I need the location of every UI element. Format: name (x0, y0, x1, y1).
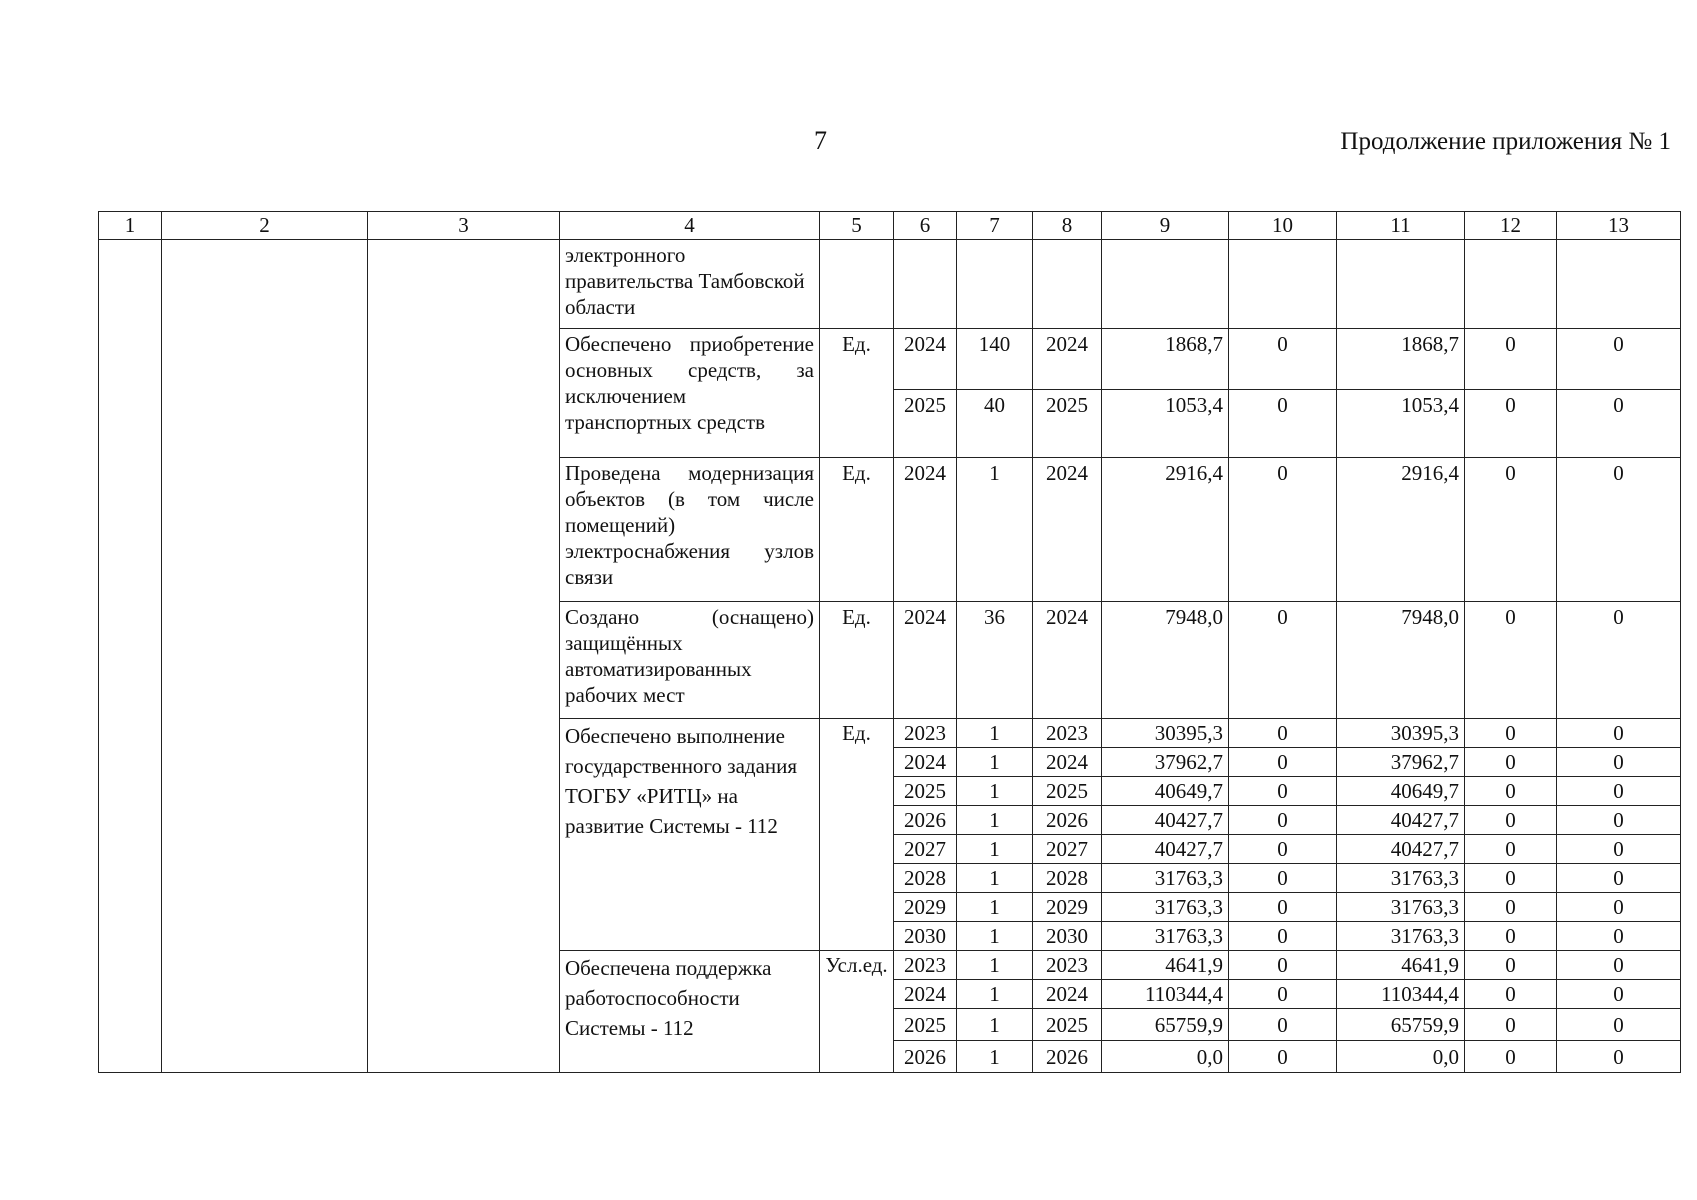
year-fin-cell: 2027 (1033, 835, 1102, 864)
year-fin-cell: 2025 (1033, 1009, 1102, 1041)
header-col-1: 1 (99, 212, 162, 240)
year-fin-cell: 2026 (1033, 1041, 1102, 1073)
quantity-cell: 1 (957, 719, 1033, 748)
quantity-cell: 1 (957, 835, 1033, 864)
other-cell: 0 (1557, 602, 1681, 719)
quantity-cell: 1 (957, 980, 1033, 1009)
federal-cell: 0 (1229, 806, 1337, 835)
year-plan-cell: 2024 (894, 329, 957, 390)
quantity-cell: 1 (957, 458, 1033, 602)
total-cell: 1868,7 (1102, 329, 1229, 390)
total-cell: 7948,0 (1102, 602, 1229, 719)
quantity-cell: 36 (957, 602, 1033, 719)
total-cell: 31763,3 (1102, 864, 1229, 893)
federal-cell: 0 (1229, 835, 1337, 864)
municipal-cell: 0 (1465, 864, 1557, 893)
federal-cell: 0 (1229, 980, 1337, 1009)
federal-cell: 0 (1229, 893, 1337, 922)
federal-cell: 0 (1229, 864, 1337, 893)
year-fin-cell: 2028 (1033, 864, 1102, 893)
federal-cell: 0 (1229, 1041, 1337, 1073)
regional-cell: 1868,7 (1337, 329, 1465, 390)
regional-cell: 31763,3 (1337, 893, 1465, 922)
regional-cell: 7948,0 (1337, 602, 1465, 719)
year-plan-cell: 2026 (894, 806, 957, 835)
header-col-2: 2 (162, 212, 368, 240)
year-fin-cell: 2024 (1033, 602, 1102, 719)
quantity-cell: 1 (957, 864, 1033, 893)
quantity-cell: 1 (957, 748, 1033, 777)
header-col-9: 9 (1102, 212, 1229, 240)
other-cell: 0 (1557, 748, 1681, 777)
total-cell: 37962,7 (1102, 748, 1229, 777)
header-col-12: 12 (1465, 212, 1557, 240)
regional-cell: 4641,9 (1337, 951, 1465, 980)
other-cell: 0 (1557, 835, 1681, 864)
regional-cell: 31763,3 (1337, 922, 1465, 951)
municipal-cell: 0 (1465, 1041, 1557, 1073)
measure-name: Обеспечено выполнение государственного задания ТОГБУ «РИТЦ» на развитие Системы - 112 (560, 719, 820, 951)
regional-cell: 31763,3 (1337, 864, 1465, 893)
municipal-cell: 0 (1465, 748, 1557, 777)
header-col-13: 13 (1557, 212, 1681, 240)
total-cell: 31763,3 (1102, 893, 1229, 922)
header-col-6: 6 (894, 212, 957, 240)
year-plan-cell: 2026 (894, 1041, 957, 1073)
total-cell: 0,0 (1102, 1041, 1229, 1073)
total-cell: 40427,7 (1102, 835, 1229, 864)
header-col-8: 8 (1033, 212, 1102, 240)
year-plan-cell: 2028 (894, 864, 957, 893)
other-cell: 0 (1557, 806, 1681, 835)
year-plan-cell: 2025 (894, 1009, 957, 1041)
federal-cell: 0 (1229, 602, 1337, 719)
total-cell: 65759,9 (1102, 1009, 1229, 1041)
year-plan-cell: 2025 (894, 390, 957, 458)
year-plan-cell: 2024 (894, 980, 957, 1009)
federal-cell: 0 (1229, 777, 1337, 806)
municipal-cell: 0 (1465, 1009, 1557, 1041)
federal-cell: 0 (1229, 748, 1337, 777)
municipal-cell: 0 (1465, 893, 1557, 922)
quantity-cell: 40 (957, 390, 1033, 458)
other-cell: 0 (1557, 922, 1681, 951)
federal-cell: 0 (1229, 1009, 1337, 1041)
year-fin-cell: 2026 (1033, 806, 1102, 835)
regional-cell: 110344,4 (1337, 980, 1465, 1009)
header-col-7: 7 (957, 212, 1033, 240)
other-cell: 0 (1557, 864, 1681, 893)
year-fin-cell: 2024 (1033, 980, 1102, 1009)
regional-cell: 1053,4 (1337, 390, 1465, 458)
header-col-4: 4 (560, 212, 820, 240)
federal-cell: 0 (1229, 329, 1337, 390)
quantity-cell: 1 (957, 951, 1033, 980)
federal-cell: 0 (1229, 458, 1337, 602)
regional-cell: 65759,9 (1337, 1009, 1465, 1041)
header-col-10: 10 (1229, 212, 1337, 240)
quantity-cell: 1 (957, 893, 1033, 922)
year-fin-cell: 2023 (1033, 951, 1102, 980)
municipal-cell: 0 (1465, 777, 1557, 806)
quantity-cell: 1 (957, 806, 1033, 835)
municipal-cell: 0 (1465, 390, 1557, 458)
quantity-cell: 1 (957, 1041, 1033, 1073)
measure-name: Создано (оснащено) защищённых автоматизированных рабочих мест (560, 602, 820, 719)
continued-row (99, 240, 1681, 329)
measure-name: Обеспечено приобретение основных средств, за исключением транспортных средств (560, 329, 820, 458)
total-cell: 4641,9 (1102, 951, 1229, 980)
other-cell: 0 (1557, 329, 1681, 390)
other-cell: 0 (1557, 777, 1681, 806)
year-fin-cell: 2030 (1033, 922, 1102, 951)
measure-name: Обеспечена поддержка работоспособности Системы - 112 (560, 951, 820, 1073)
federal-cell: 0 (1229, 922, 1337, 951)
measure-name: Проведена модернизация объектов (в том числе помещений) электроснабжения узлов связи (560, 458, 820, 602)
total-cell: 30395,3 (1102, 719, 1229, 748)
year-fin-cell: 2024 (1033, 329, 1102, 390)
regional-cell: 40427,7 (1337, 806, 1465, 835)
page-heading: Продолжение приложения № 1 (1340, 128, 1671, 155)
regional-cell: 30395,3 (1337, 719, 1465, 748)
other-cell: 0 (1557, 390, 1681, 458)
header-row (99, 212, 1681, 240)
federal-cell: 0 (1229, 390, 1337, 458)
regional-cell: 40427,7 (1337, 835, 1465, 864)
year-fin-cell: 2025 (1033, 390, 1102, 458)
unit-cell: Ед. (820, 329, 894, 458)
other-cell: 0 (1557, 980, 1681, 1009)
quantity-cell: 1 (957, 922, 1033, 951)
col-2-cell (162, 240, 368, 1073)
municipal-cell: 0 (1465, 835, 1557, 864)
regional-cell: 2916,4 (1337, 458, 1465, 602)
total-cell: 31763,3 (1102, 922, 1229, 951)
appendix-table (98, 211, 1681, 1073)
quantity-cell: 1 (957, 777, 1033, 806)
unit-cell: Ед. (820, 719, 894, 951)
year-fin-cell: 2025 (1033, 777, 1102, 806)
municipal-cell: 0 (1465, 980, 1557, 1009)
quantity-cell: 140 (957, 329, 1033, 390)
municipal-cell: 0 (1465, 922, 1557, 951)
unit-cell: Ед. (820, 602, 894, 719)
col-3-cell (368, 240, 560, 1073)
municipal-cell: 0 (1465, 602, 1557, 719)
year-plan-cell: 2024 (894, 458, 957, 602)
total-cell: 40427,7 (1102, 806, 1229, 835)
year-plan-cell: 2030 (894, 922, 957, 951)
page-number: 7 (814, 126, 827, 155)
year-plan-cell: 2027 (894, 835, 957, 864)
municipal-cell: 0 (1465, 458, 1557, 602)
header-col-11: 11 (1337, 212, 1465, 240)
year-plan-cell: 2025 (894, 777, 957, 806)
total-cell: 110344,4 (1102, 980, 1229, 1009)
unit-cell: Усл.ед. (820, 951, 894, 1073)
year-fin-cell: 2024 (1033, 748, 1102, 777)
other-cell: 0 (1557, 951, 1681, 980)
federal-cell: 0 (1229, 719, 1337, 748)
year-fin-cell: 2029 (1033, 893, 1102, 922)
municipal-cell: 0 (1465, 329, 1557, 390)
year-plan-cell: 2023 (894, 719, 957, 748)
municipal-cell: 0 (1465, 951, 1557, 980)
total-cell: 2916,4 (1102, 458, 1229, 602)
year-fin-cell: 2024 (1033, 458, 1102, 602)
continued-text: электронного правительства Тамбовской области (560, 240, 820, 329)
other-cell: 0 (1557, 893, 1681, 922)
total-cell: 40649,7 (1102, 777, 1229, 806)
year-plan-cell: 2029 (894, 893, 957, 922)
col-1-cell (99, 240, 162, 1073)
quantity-cell: 1 (957, 1009, 1033, 1041)
table-body (99, 240, 1681, 1073)
municipal-cell: 0 (1465, 719, 1557, 748)
regional-cell: 40649,7 (1337, 777, 1465, 806)
year-plan-cell: 2023 (894, 951, 957, 980)
regional-cell: 37962,7 (1337, 748, 1465, 777)
header-col-3: 3 (368, 212, 560, 240)
unit-cell: Ед. (820, 458, 894, 602)
municipal-cell: 0 (1465, 806, 1557, 835)
year-plan-cell: 2024 (894, 602, 957, 719)
other-cell: 0 (1557, 458, 1681, 602)
other-cell: 0 (1557, 1041, 1681, 1073)
federal-cell: 0 (1229, 951, 1337, 980)
year-fin-cell: 2023 (1033, 719, 1102, 748)
header-col-5: 5 (820, 212, 894, 240)
total-cell: 1053,4 (1102, 390, 1229, 458)
year-plan-cell: 2024 (894, 748, 957, 777)
other-cell: 0 (1557, 1009, 1681, 1041)
other-cell: 0 (1557, 719, 1681, 748)
regional-cell: 0,0 (1337, 1041, 1465, 1073)
